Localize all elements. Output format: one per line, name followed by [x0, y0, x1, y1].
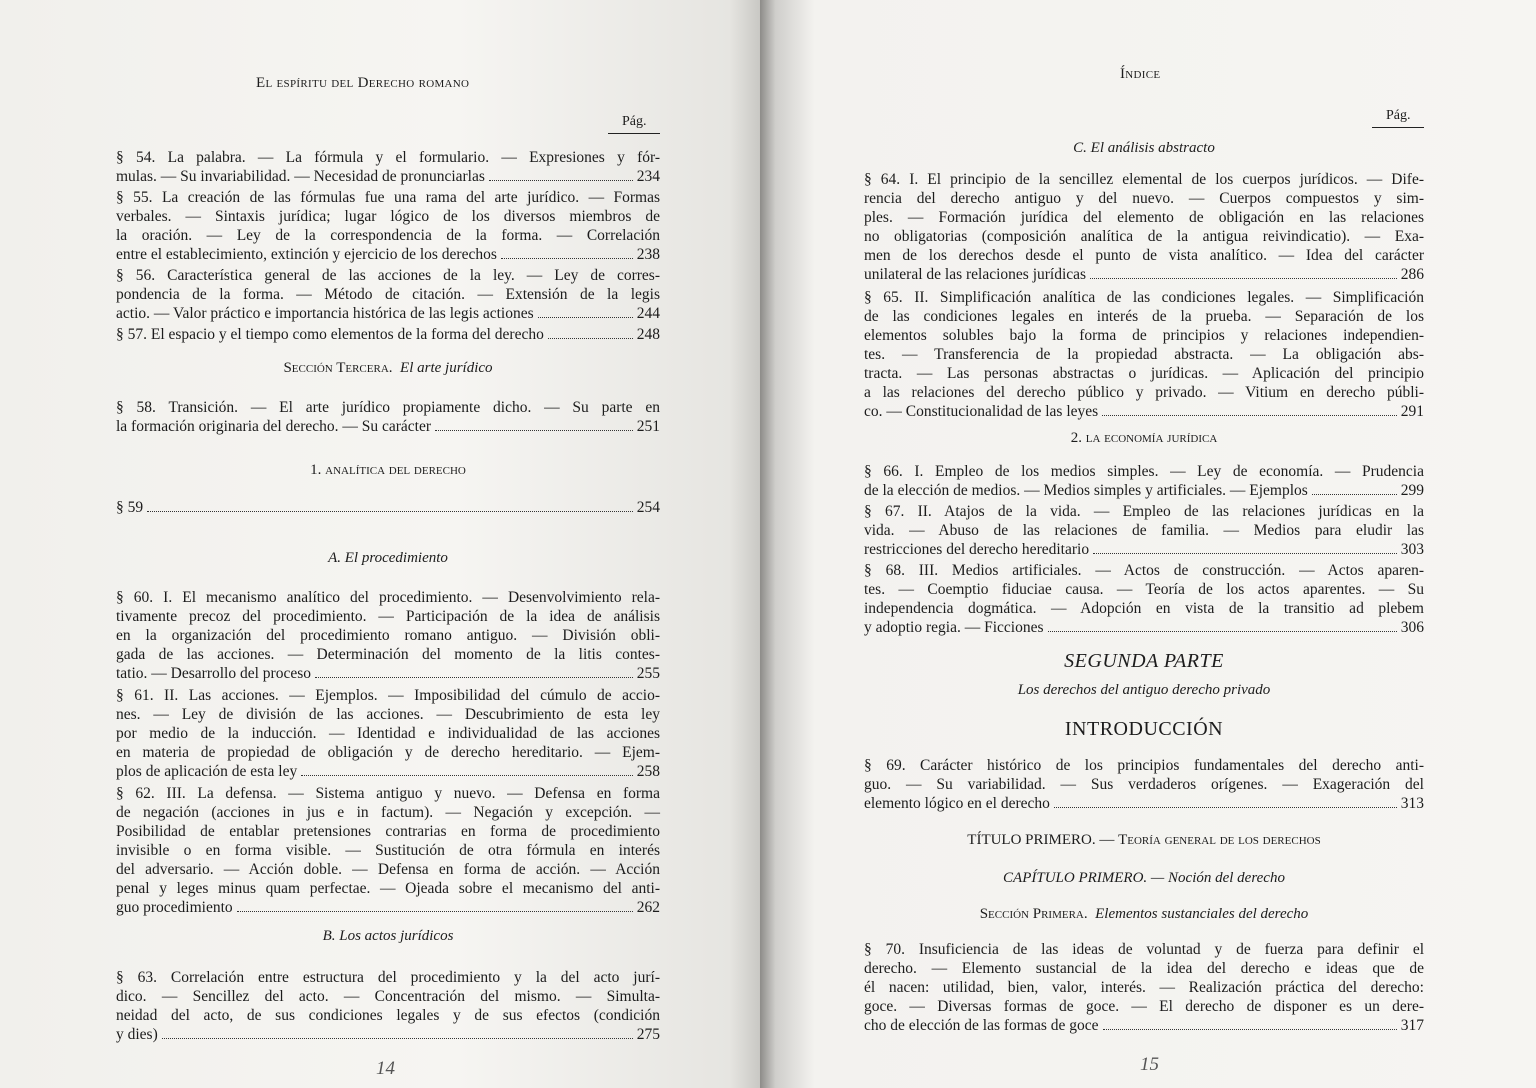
entry-line: Posibilidad de entablar pretensiones contrarias en forma de procedimiento	[116, 823, 660, 840]
entry-line: por medio de la inducción. — Identidad e individualidad de las acciones	[116, 725, 660, 742]
entry-line: § 69. Carácter histórico de los principios fundamentales del derecho anti-	[864, 757, 1424, 774]
right-pag-rule	[1372, 127, 1424, 128]
page-number: 255	[636, 665, 660, 682]
dot-leader	[1048, 630, 1397, 632]
dot-leader	[501, 257, 633, 259]
entry-line: de negación (acciones in jus e in factum). — Negación y excepción. —	[116, 804, 660, 821]
dot-leader	[489, 179, 633, 181]
dot-leader	[1312, 493, 1397, 495]
page-number: 251	[636, 418, 660, 435]
entry-line: a las relaciones del derecho público y privado. — Vitium en derecho públi-	[864, 384, 1424, 401]
page-number: 313	[1400, 795, 1424, 812]
entry-line: del adversario. — Acción doble. — Defensa en forma de acción. — Acción	[116, 861, 660, 878]
toc-entry	[116, 968, 660, 1044]
subsection-heading	[116, 928, 660, 945]
subsection-title: 1. analítica del derecho	[310, 462, 466, 478]
entry-line: en la organización del procedimiento romano antiguo. — División obli-	[116, 627, 660, 644]
entry-line: y adoptio regia. — Ficciones	[864, 619, 1044, 636]
entry-line: § 61. II. Las acciones. — Ejemplos. — Imposibilidad del cúmulo de accio-	[116, 687, 660, 704]
entry-line: § 55. La creación de las fórmulas fue una rama del arte jurídico. — Formas	[116, 189, 660, 206]
left-running-head: El espíritu del Derecho romano	[256, 75, 470, 91]
entry-line: tes. — Transferencia de la propiedad abstracta. — La obligación abs-	[864, 346, 1424, 363]
entry-line: elementos solubles bajo la forma de principios y relaciones independien-	[864, 327, 1424, 344]
entry-line: la oración. — Ley de la correspondencia de la forma. — Correlación	[116, 227, 660, 244]
entry-line: entre el establecimiento, extinción y ejercicio de los derechos	[116, 246, 497, 263]
toc-entry	[116, 266, 660, 323]
part-heading	[864, 650, 1424, 673]
toc-entry	[864, 170, 1424, 284]
toc-entry	[864, 502, 1424, 559]
entry-line: tracta. — Las personas abstractas o jurídicas. — Aplicación del principio	[864, 365, 1424, 382]
capitulo-heading	[864, 870, 1424, 887]
toc-entry	[116, 398, 660, 436]
entry-line: § 54. La palabra. — La fórmula y el formulario. — Expresiones y fór-	[116, 149, 660, 166]
entry-line: independencia dogmática. — Adopción en vista de la transitio ad plebem	[864, 600, 1424, 617]
entry-line: § 66. I. Empleo de los medios simples. — Ley de economía. — Prudencia	[864, 463, 1424, 480]
page-number: 248	[636, 326, 660, 343]
page-number: 286	[1400, 266, 1424, 283]
toc-entry	[864, 288, 1424, 421]
entry-line: y dies)	[116, 1026, 158, 1043]
page-number: 258	[636, 763, 660, 780]
capitulo-text: Noción del derecho	[1168, 870, 1285, 886]
part-subheading	[864, 682, 1424, 699]
toc-entry	[116, 588, 660, 683]
entry-line: § 59	[116, 499, 144, 516]
titulo-label: TÍTULO PRIMERO. —	[967, 832, 1115, 848]
entry-line: nes. — Ley de división de las acciones. — Descubrimiento de esta ley	[116, 706, 660, 723]
subsection-heading	[864, 140, 1424, 157]
entry-line: de la elección de medios. — Medios simples y artificiales. — Ejemplos	[864, 482, 1308, 499]
dot-leader	[301, 774, 633, 776]
entry-line: invisible o en forma visible. — Sustitución de otra fórmula en interés	[116, 842, 660, 859]
page-number: 299	[1400, 482, 1424, 499]
right-folio: 15	[1140, 1054, 1159, 1075]
toc-entry	[116, 784, 660, 917]
page-number: 262	[636, 899, 660, 916]
entry-line: § 58. Transición. — El arte jurídico propiamente dicho. — Su parte en	[116, 399, 660, 416]
entry-line: rencia del derecho antiguo y del nuevo. — Cuerpos compuestos y sim-	[864, 190, 1424, 207]
dot-leader	[548, 337, 633, 339]
subsection-heading	[864, 430, 1424, 447]
entry-line: § 57. El espacio y el tiempo como elementos de la forma del derecho	[116, 326, 544, 343]
section-heading	[116, 360, 660, 377]
entry-line: § 60. I. El mecanismo analítico del procedimiento. — Desenvolvimiento rela-	[116, 589, 660, 606]
entry-line: tes. — Coemptio fiduciae causa. — Teoría de los actos aparentes. — Su	[864, 581, 1424, 598]
dot-leader	[147, 510, 633, 512]
toc-entry	[864, 561, 1424, 637]
dot-leader	[1054, 806, 1397, 808]
page-number: 234	[636, 168, 660, 185]
entry-line: § 63. Correlación entre estructura del procedimiento y la del acto jurí-	[116, 969, 660, 986]
section-title: El arte jurídico	[400, 360, 493, 376]
page-number: 303	[1400, 541, 1424, 558]
entry-line: restricciones del derecho hereditario	[864, 541, 1090, 558]
entry-line: plos de aplicación de esta ley	[116, 763, 298, 780]
subsection-heading	[116, 462, 660, 479]
entry-line: § 62. III. La defensa. — Sistema antiguo y nuevo. — Defensa en forma	[116, 785, 660, 802]
entry-line: verbales. — Sintaxis jurídica; lugar lógico de los diversos miembros de	[116, 208, 660, 225]
subsection-title: C. El análisis abstracto	[1073, 140, 1215, 156]
entry-line: él nacen: utilidad, bien, valor, interés. — Realización práctica del derecho:	[864, 979, 1424, 996]
seccion-text: Elementos sustanciales del derecho	[1095, 906, 1309, 922]
entry-line: § 56. Característica general de las acciones de la ley. — Ley de corres-	[116, 267, 660, 284]
entry-line: § 65. II. Simplificación analítica de las condiciones legales. — Simplificación	[864, 289, 1424, 306]
dot-leader	[315, 676, 633, 678]
toc-entry	[116, 148, 660, 186]
page-number: 317	[1400, 1017, 1424, 1034]
intro-heading	[864, 718, 1424, 741]
subsection-title: A. El procedimiento	[328, 550, 448, 566]
capitulo-label: CAPÍTULO PRIMERO. —	[1003, 870, 1165, 886]
entry-line: ples. — Formación jurídica del elemento de obligación en las relaciones	[864, 209, 1424, 226]
entry-line: pondencia de la forma. — Método de citación. — Extensión de la legis	[116, 286, 660, 303]
subsection-heading	[116, 550, 660, 567]
right-pag-label: Pág.	[1386, 108, 1411, 123]
entry-line: dico. — Sencillez del acto. — Concentración del mismo. — Simulta-	[116, 988, 660, 1005]
entry-line: men de los derechos desde el punto de vista analítico. — Idea del carácter	[864, 247, 1424, 264]
right-page	[760, 0, 1536, 1088]
entry-line: actio. — Valor práctico e importancia histórica de las legis actiones	[116, 305, 534, 322]
dot-leader	[237, 910, 633, 912]
entry-line: guo procedimiento	[116, 899, 233, 916]
entry-line: en materia de propiedad de obligación y de derecho hereditario. — Ejem-	[116, 744, 660, 761]
entry-line: elemento lógico en el derecho	[864, 795, 1050, 812]
entry-line: mulas. — Su invariabilidad. — Necesidad de pronunciarlas	[116, 168, 485, 185]
dot-leader	[435, 429, 633, 431]
entry-line: cho de elección de las formas de goce	[864, 1017, 1099, 1034]
subsection-title: B. Los actos jurídicos	[322, 928, 454, 944]
entry-line: derecho. — Elemento sustancial de la idea del derecho e ideas que de	[864, 960, 1424, 977]
toc-entry	[116, 686, 660, 781]
titulo-text: Teoría general de los derechos	[1118, 832, 1321, 848]
page-number: 244	[636, 305, 660, 322]
dot-leader	[1093, 552, 1397, 554]
entry-line: gada de las acciones. — Determinación del momento de la litis contes-	[116, 646, 660, 663]
left-pag-rule	[608, 133, 660, 134]
dot-leader	[1102, 414, 1397, 416]
dot-leader	[1090, 277, 1397, 279]
toc-entry	[864, 940, 1424, 1035]
page-number: 291	[1400, 403, 1424, 420]
entry-line: § 67. II. Atajos de la vida. — Empleo de las relaciones jurídicas en la	[864, 503, 1424, 520]
entry-line: no obligatorias (composición analítica de la antigua reivindicatio). — Exa-	[864, 228, 1424, 245]
toc-entry	[116, 188, 660, 264]
titulo-heading	[864, 832, 1424, 849]
subsection-title: 2. la economía jurídica	[1070, 430, 1218, 446]
entry-line: penal y leges minus quam perfectae. — Ojeada sobre el mecanismo del anti-	[116, 880, 660, 897]
dot-leader	[1103, 1028, 1397, 1030]
entry-line: § 68. III. Medios artificiales. — Actos de construcción. — Actos aparen-	[864, 562, 1424, 579]
dot-leader	[162, 1037, 633, 1039]
toc-entry	[116, 498, 660, 517]
seccion-label: Sección Primera.	[979, 906, 1088, 922]
entry-line: § 70. Insuficiencia de las ideas de voluntad y de fuerza para definir el	[864, 941, 1424, 958]
seccion-heading	[864, 906, 1424, 923]
entry-line: guo. — Su variabilidad. — Sus verdaderos orígenes. — Exageración del	[864, 776, 1424, 793]
right-running-head: Índice	[1120, 66, 1161, 82]
toc-entry	[864, 756, 1424, 813]
page-number: 275	[636, 1026, 660, 1043]
entry-line: tatio. — Desarrollo del proceso	[116, 665, 311, 682]
left-page	[0, 0, 760, 1088]
toc-entry	[864, 462, 1424, 500]
entry-line: goce. — Diversas formas de goce. — El derecho de disponer es un dere-	[864, 998, 1424, 1015]
entry-line: neidad del acto, de sus condiciones legales y de sus efectos (condición	[116, 1007, 660, 1024]
page-number: 306	[1400, 619, 1424, 636]
entry-line: co. — Constitucionalidad de las leyes	[864, 403, 1099, 420]
left-pag-label: Pág.	[622, 114, 647, 129]
section-label: Sección Tercera.	[283, 360, 393, 376]
left-folio: 14	[376, 1058, 395, 1079]
part-title: SEGUNDA PARTE	[1064, 650, 1224, 672]
dot-leader	[538, 316, 633, 318]
page-number: 254	[636, 499, 660, 516]
part-subtitle: Los derechos del antiguo derecho privado	[1017, 682, 1271, 698]
entry-line: la formación originaria del derecho. — Su carácter	[116, 418, 432, 435]
toc-entry	[116, 325, 660, 344]
intro-title: INTRODUCCIÓN	[1064, 718, 1224, 740]
page-number: 238	[636, 246, 660, 263]
entry-line: tivamente precoz del procedimiento. — Participación de la idea de análisis	[116, 608, 660, 625]
entry-line: vida. — Abuso de las relaciones de familia. — Medios para eludir las	[864, 522, 1424, 539]
entry-line: § 64. I. El principio de la sencillez elemental de los cuerpos jurídicos. — Dife-	[864, 171, 1424, 188]
entry-line: de las condiciones legales en interés de la prueba. — Separación de los	[864, 308, 1424, 325]
entry-line: unilateral de las relaciones jurídicas	[864, 266, 1087, 283]
